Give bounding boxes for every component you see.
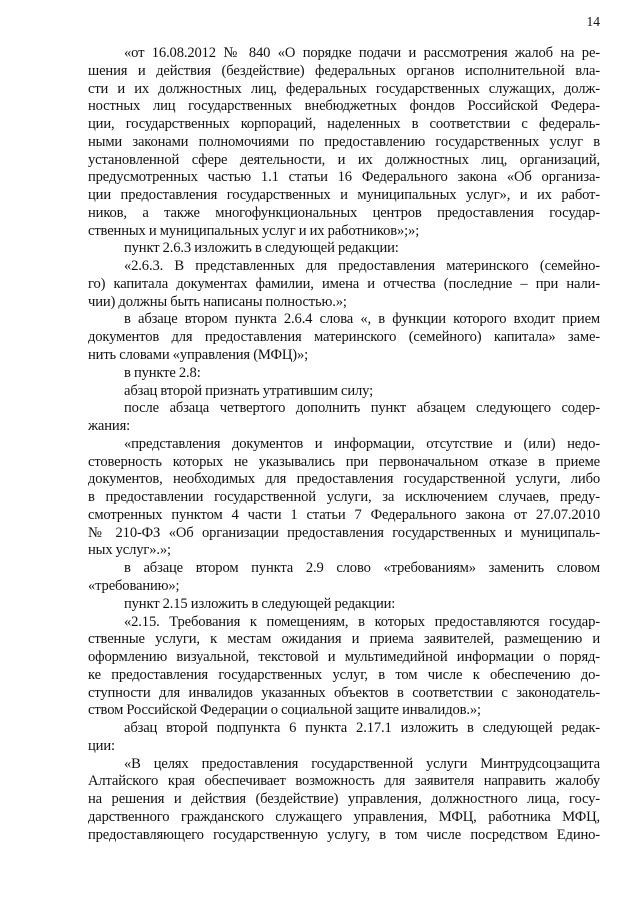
text-line: ции: (88, 737, 115, 754)
text-line: ников, а также многофункциональных центров предоставления государ- (88, 204, 600, 221)
text-line: ностных лиц государственных внебюджетных фондов Российской Федера- (88, 98, 600, 115)
text-line: сти и их должностных лиц, федеральных государственных служащих, долж- (88, 80, 600, 97)
text-line: Алтайского края обеспечивает возможность для заявителя направить жалобу (88, 773, 600, 790)
text-line: абзац второй признать утратившим силу; (124, 382, 374, 399)
text-line: смотренных пунктом 4 части 1 статьи 7 Федерального закона от 27.07.2010 (88, 506, 600, 523)
text-line: «2.6.3. В представленных для предоставления материнского (семейно- (124, 258, 600, 275)
text-line: пункт 2.15 изложить в следующей редакции: (124, 595, 396, 612)
text-line: № 210-ФЗ «Об организации предоставления государственных и муниципаль- (88, 524, 600, 541)
text-line: пункт 2.6.3 изложить в следующей редакции: (124, 240, 399, 257)
text-line: ственные услуги, к местам ожидания и приема заявителей, размещению и (88, 631, 600, 648)
text-line: нить словами «управления (МФЦ)»; (88, 347, 309, 364)
text-line: ции, государственных корпораций, наделенных в соответствии с федераль- (88, 116, 600, 133)
text-line: на решения и действия (бездействие) управления, должностного лица, госу- (88, 791, 600, 808)
text-line: ке предоставления государственных услуг, в том числе к обеспечению до- (88, 666, 600, 683)
text-line: шения и действия (бездействие) федеральных органов исполнительной вла- (88, 62, 600, 79)
text-line: «В целях предоставления государственной услуги Минтрудсоцзащита (124, 755, 600, 772)
text-line: предоставляющего государственную услугу, в том числе посредством Едино- (88, 826, 600, 843)
text-line: в абзаце втором пункта 2.9 слово «требованиям» заменить словом (124, 560, 600, 577)
text-line: документов для предоставления материнского (семейного) капитала» заме- (88, 329, 600, 346)
text-line: «требованию»; (88, 577, 180, 594)
text-line: жания: (88, 418, 131, 435)
text-line: «представления документов и информации, отсутствие и (или) недо- (124, 435, 600, 452)
text-line: «от 16.08.2012 № 840 «О порядке подачи и рассмотрения жалоб на ре- (124, 45, 600, 61)
text-line: ных услуг».»; (88, 542, 171, 559)
text-line: «2.15. Требования к помещениям, в которых предоставляются государ- (124, 613, 600, 630)
text-line: оформлению визуальной, текстовой и мультимедийной информации о поряд- (88, 649, 600, 666)
text-line: го) капитала документах фамилии, имена и отчества (последние – при нали- (88, 275, 600, 292)
text-line: ством Российской Федерации о социальной защите инвалидов.»; (88, 702, 481, 719)
page-number: 14 (586, 14, 600, 29)
text-line: установленной сфере деятельности, и их должностных лиц, организаций, (88, 151, 600, 168)
text-line: предусмотренных частью 1.1 статьи 16 Федерального закона «Об организа- (88, 169, 600, 186)
document-body (88, 45, 600, 844)
text-line: ственных и муниципальных услуг и их работников»;»; (88, 222, 420, 239)
text-line: стоверность которых не указывались при первоначальном отказе в приеме (88, 453, 600, 470)
text-line: абзац второй подпункта 6 пункта 2.17.1 изложить в следующей редак- (124, 720, 600, 737)
text-line: дарственного гражданского служащего управления, МФЦ, работника МФЦ, (88, 808, 600, 825)
text-line: после абзаца четвертого дополнить пункт абзацем следующего содер- (124, 400, 600, 417)
text-line: в предоставлении государственной услуги, за исключением случаев, преду- (88, 489, 600, 506)
text-line: ции предоставления государственных и муниципальных услуг», и их работ- (88, 187, 600, 204)
text-line: ными законами полномочиями по предоставлению государственных услуг в (88, 133, 600, 150)
text-line: документов, необходимых для предоставления государственной услуги, либо (88, 471, 600, 488)
text-line: в пункте 2.8: (124, 364, 201, 381)
text-line: чии) должны быть написаны полностью.»; (88, 293, 347, 310)
text-line: в абзаце втором пункта 2.6.4 слова «, в функции которого входит прием (124, 311, 600, 328)
text-line: ступности для инвалидов указанных объектов в соответствии с законодатель- (88, 684, 600, 701)
